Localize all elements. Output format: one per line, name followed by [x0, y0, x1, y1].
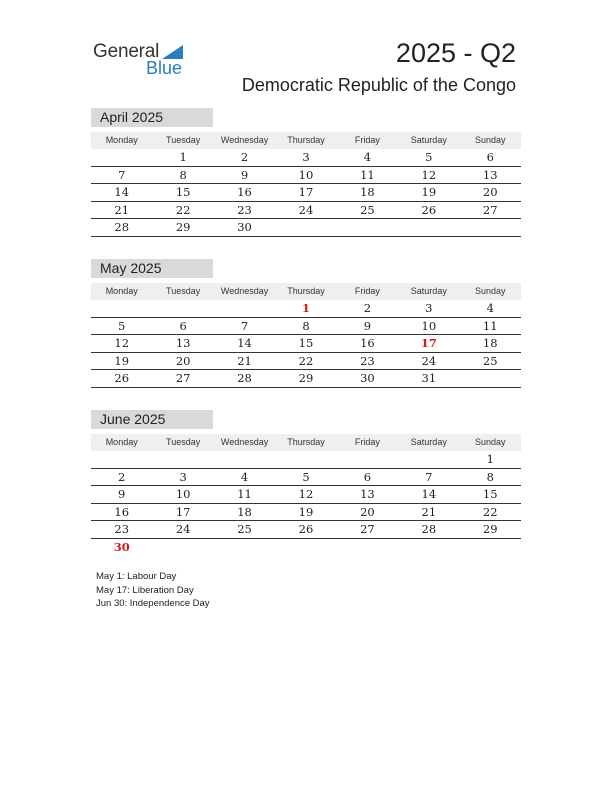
day-cell: 2	[363, 301, 372, 315]
day-cell: 29	[482, 522, 498, 536]
weekday-label: Wednesday	[220, 135, 269, 145]
week-row	[91, 167, 521, 185]
day-cell: 29	[175, 220, 191, 234]
day-cell	[91, 300, 152, 317]
month-title: May 2025	[91, 259, 213, 278]
day-cell: 24	[298, 202, 314, 217]
weekday-label: Friday	[354, 437, 380, 447]
day-cell: 6	[486, 150, 494, 164]
day-cell: 8	[486, 469, 494, 484]
day-cell: 30	[360, 371, 375, 385]
day-cell: 9	[363, 318, 372, 333]
week-row	[91, 300, 521, 318]
day-cell: 6	[179, 318, 187, 333]
day-cell: 16	[237, 185, 252, 199]
weekday-header	[91, 132, 521, 149]
weekday-label: Sunday	[474, 135, 506, 145]
weekday-label: Saturday	[410, 437, 447, 447]
day-cell: 3	[425, 301, 433, 315]
day-cell: 3	[302, 150, 310, 164]
day-cell: 19	[421, 185, 437, 199]
day-cell: 7	[425, 469, 433, 484]
day-cell: 4	[363, 150, 372, 164]
weekday-label: Saturday	[410, 135, 447, 145]
month-title: June 2025	[91, 410, 213, 429]
weekday-label: Tuesday	[166, 135, 201, 145]
day-cell: 18	[360, 185, 375, 199]
week-row	[91, 184, 521, 202]
day-cell: 15	[175, 185, 191, 199]
day-cell: 10	[175, 487, 191, 501]
day-cell	[337, 219, 398, 236]
day-cell	[214, 451, 275, 468]
day-cell: 21	[421, 504, 437, 519]
day-cell	[398, 219, 459, 236]
week-row	[91, 219, 521, 237]
month-title: April 2025	[91, 108, 213, 127]
day-cell: 31	[421, 371, 437, 385]
week-row	[91, 539, 521, 556]
day-cell: 5	[425, 150, 433, 164]
week-row	[91, 504, 521, 522]
day-cell: 20	[175, 353, 191, 368]
day-cell	[337, 451, 398, 468]
day-cell: 14	[237, 336, 252, 350]
day-cell: 30	[113, 539, 130, 554]
day-cell: 18	[237, 504, 252, 519]
day-cell: 22	[175, 202, 191, 217]
weekday-label: Wednesday	[220, 437, 269, 447]
day-cell: 25	[482, 353, 498, 368]
day-cell: 22	[482, 504, 498, 519]
day-cell: 17	[420, 336, 437, 350]
day-cell: 15	[298, 336, 314, 350]
day-cell: 4	[486, 301, 494, 315]
day-cell	[152, 539, 213, 556]
weekday-label: Tuesday	[166, 286, 201, 296]
day-cell: 1	[301, 301, 310, 315]
week-grid	[91, 149, 521, 237]
day-cell: 23	[114, 522, 130, 536]
day-cell: 13	[175, 336, 191, 350]
day-cell: 25	[237, 522, 252, 536]
day-cell: 4	[240, 469, 249, 484]
weekday-label: Friday	[354, 135, 380, 145]
holiday-list	[96, 570, 210, 611]
week-row	[91, 335, 521, 353]
day-cell	[91, 451, 152, 468]
weekday-label: Tuesday	[166, 437, 201, 447]
week-grid	[91, 451, 521, 555]
day-cell: 29	[298, 371, 314, 385]
day-cell: 16	[114, 504, 130, 519]
day-cell: 27	[360, 522, 375, 536]
day-cell: 23	[360, 353, 375, 368]
day-cell: 26	[298, 522, 314, 536]
day-cell	[398, 451, 459, 468]
weekday-label: Thursday	[287, 286, 325, 296]
weekday-label: Wednesday	[220, 286, 269, 296]
week-row	[91, 202, 521, 220]
weekday-label: Friday	[354, 286, 380, 296]
day-cell: 10	[298, 167, 314, 182]
day-cell: 7	[240, 318, 249, 333]
day-cell: 26	[114, 371, 130, 385]
day-cell	[91, 149, 152, 166]
day-cell: 16	[360, 336, 375, 350]
day-cell	[152, 451, 213, 468]
day-cell: 24	[175, 522, 191, 536]
day-cell: 17	[175, 504, 191, 519]
week-row	[91, 451, 521, 469]
weekday-label: Sunday	[474, 286, 506, 296]
weekday-label: Thursday	[287, 135, 325, 145]
day-cell: 20	[482, 185, 498, 199]
weekday-label: Saturday	[410, 286, 447, 296]
day-cell: 25	[360, 202, 375, 217]
day-cell: 24	[421, 353, 437, 368]
day-cell: 26	[421, 202, 437, 217]
day-cell: 18	[482, 336, 498, 350]
week-grid	[91, 300, 521, 388]
day-cell	[275, 451, 336, 468]
week-row	[91, 486, 521, 504]
logo-text-blue: Blue	[146, 58, 183, 78]
day-cell: 27	[175, 371, 191, 385]
day-cell: 13	[482, 167, 498, 182]
day-cell: 9	[118, 487, 126, 501]
day-cell	[460, 219, 521, 236]
day-cell	[460, 370, 521, 387]
day-cell	[275, 539, 336, 556]
day-cell	[152, 300, 213, 317]
page-title: 2025 - Q2	[395, 38, 516, 68]
day-cell: 28	[237, 371, 252, 385]
day-cell: 1	[179, 150, 187, 164]
day-cell: 14	[421, 487, 437, 501]
day-cell: 12	[298, 487, 314, 501]
week-row	[91, 149, 521, 167]
triangle-icon	[162, 45, 183, 59]
day-cell: 8	[179, 167, 187, 182]
week-row	[91, 469, 521, 487]
weekday-label: Thursday	[287, 437, 325, 447]
day-cell: 5	[302, 469, 310, 484]
day-cell: 2	[240, 150, 249, 164]
day-cell: 19	[298, 504, 314, 519]
day-cell	[337, 539, 398, 556]
day-cell: 1	[486, 452, 494, 466]
month-april	[91, 108, 521, 237]
day-cell: 13	[360, 487, 375, 501]
holiday-item: May 17: Liberation Day	[96, 584, 194, 596]
generalblue-logo	[93, 41, 193, 81]
day-cell: 8	[302, 318, 310, 333]
day-cell: 21	[114, 202, 130, 217]
day-cell: 2	[118, 469, 126, 484]
week-row	[91, 318, 521, 336]
week-row	[91, 521, 521, 539]
day-cell: 28	[114, 220, 130, 234]
day-cell: 14	[114, 185, 130, 199]
day-cell: 30	[237, 220, 252, 234]
day-cell	[214, 300, 275, 317]
day-cell: 20	[360, 504, 375, 519]
weekday-header	[91, 283, 521, 300]
day-cell: 9	[240, 167, 249, 182]
weekday-label: Monday	[105, 286, 138, 296]
holiday-item: Jun 30: Independence Day	[96, 598, 210, 609]
day-cell	[275, 219, 336, 236]
weekday-label: Sunday	[474, 437, 506, 447]
day-cell: 12	[114, 336, 130, 350]
weekday-label: Monday	[105, 437, 138, 447]
day-cell: 21	[237, 353, 252, 368]
day-cell	[460, 539, 521, 556]
day-cell: 28	[421, 522, 437, 536]
month-may	[91, 259, 521, 388]
weekday-label: Monday	[105, 135, 138, 145]
week-row	[91, 353, 521, 371]
day-cell: 22	[298, 353, 314, 368]
day-cell: 19	[114, 353, 130, 368]
day-cell	[214, 539, 275, 556]
day-cell: 6	[363, 469, 372, 484]
day-cell: 12	[421, 167, 437, 182]
day-cell: 7	[118, 167, 126, 182]
weekday-header	[91, 434, 521, 451]
day-cell: 17	[298, 185, 314, 199]
day-cell: 10	[421, 318, 437, 333]
holiday-item: May 1: Labour Day	[96, 571, 177, 582]
month-june	[91, 410, 521, 555]
country-name: Democratic Republic of the Congo	[241, 75, 516, 95]
day-cell	[398, 539, 459, 556]
day-cell: 11	[237, 487, 252, 501]
week-row	[91, 370, 521, 388]
day-cell: 5	[118, 318, 126, 333]
day-cell: 11	[360, 167, 375, 182]
logo-text-general: General	[93, 41, 160, 62]
day-cell: 11	[482, 318, 498, 333]
day-cell: 23	[237, 202, 252, 217]
day-cell: 27	[482, 202, 498, 217]
day-cell: 15	[482, 487, 498, 501]
day-cell: 3	[179, 469, 187, 484]
